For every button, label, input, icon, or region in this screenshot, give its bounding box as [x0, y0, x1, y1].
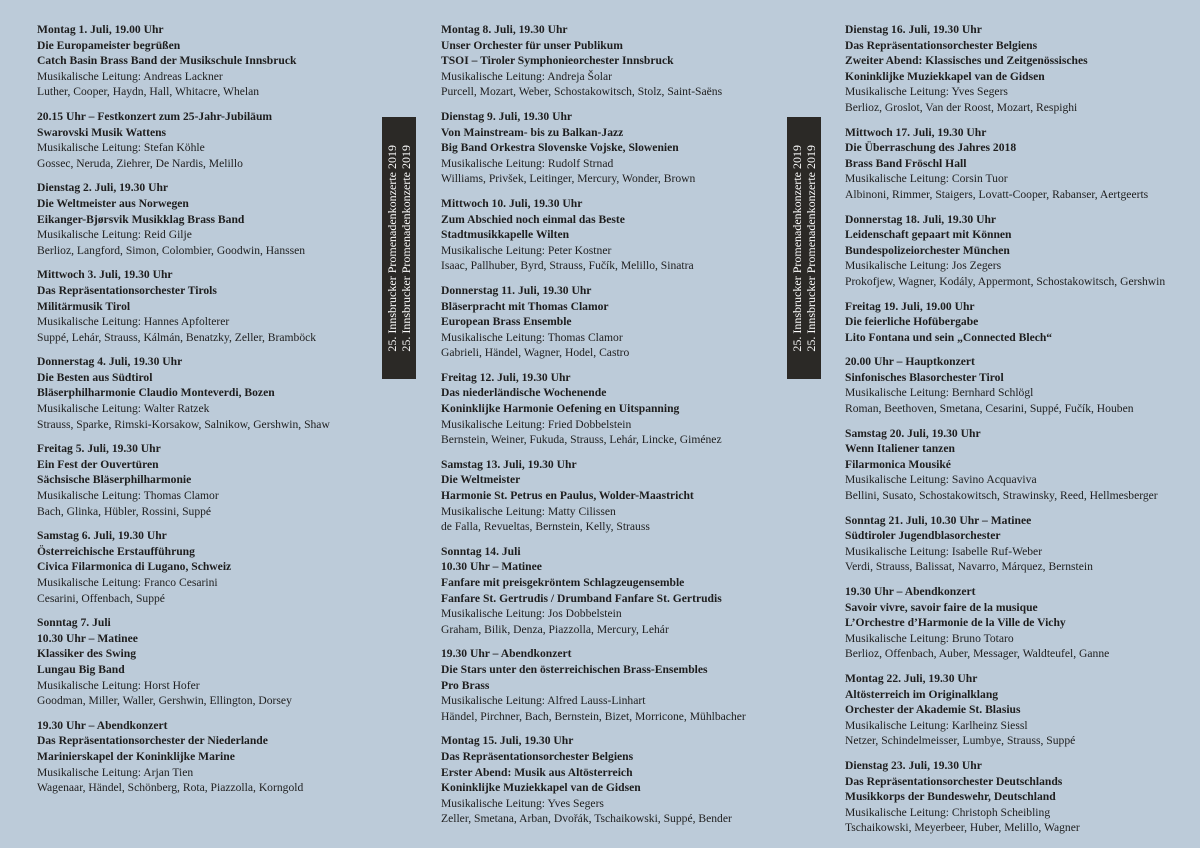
- entry-heading-line: Brass Band Fröschl Hall: [845, 156, 967, 170]
- entry-detail-line: Musikalische Leitung: Rudolf Strnad: [441, 156, 614, 170]
- entry-heading-line: Zum Abschied noch einmal das Beste: [441, 212, 625, 226]
- entry-detail-line: Williams, Privšek, Leitinger, Mercury, Wonder, Brown: [441, 172, 696, 186]
- entry-detail-line: Netzer, Schindelmeisser, Lumbye, Strauss, Suppé: [845, 734, 1076, 748]
- entry-heading-line: Klassiker des Swing: [37, 647, 136, 661]
- entry-heading-line: Österreichische Erstaufführung: [37, 544, 195, 558]
- entry-detail-line: Musikalische Leitung: Arjan Tien: [37, 765, 194, 779]
- entry-detail-line: Verdi, Strauss, Balissat, Navarro, Márquez, Bernstein: [845, 560, 1093, 574]
- entry-heading-line: Musikkorps der Bundeswehr, Deutschland: [845, 790, 1056, 804]
- entry-detail-line: Musikalische Leitung: Peter Kostner: [441, 243, 612, 257]
- concert-entry: [37, 22, 367, 100]
- entry-heading-line: Dienstag 16. Juli, 19.30 Uhr: [845, 23, 982, 36]
- entry-detail-line: Musikalische Leitung: Fried Dobbelstein: [441, 417, 632, 431]
- entry-detail-line: Gossec, Neruda, Ziehrer, De Nardis, Melillo: [37, 156, 243, 170]
- concert-entry: [845, 299, 1185, 346]
- entry-heading-line: Savoir vivre, savoir faire de la musique: [845, 600, 1038, 614]
- entry-detail-line: Musikalische Leitung: Jos Dobbelstein: [441, 607, 622, 621]
- entry-heading-line: Stadtmusikkapelle Wilten: [441, 228, 570, 242]
- concert-entry: [441, 196, 771, 274]
- entry-heading-line: 10.30 Uhr – Matinee: [37, 631, 138, 645]
- concert-entry: [441, 457, 771, 535]
- entry-detail-line: Graham, Bilik, Denza, Piazzolla, Mercury, Lehár: [441, 622, 669, 636]
- entry-heading-line: L’Orchestre d’Harmonie de la Ville de Vichy: [845, 616, 1066, 630]
- entry-detail-line: Bach, Glinka, Hübler, Rossini, Suppé: [37, 504, 212, 518]
- band-text-2b: 25. Innsbrucker Promenadenkonzerte 2019: [804, 144, 818, 352]
- entry-detail-line: Prokofjew, Wagner, Kodály, Appermont, Schostakowitsch, Gershwin: [845, 274, 1166, 288]
- concert-entry: [845, 125, 1185, 203]
- entry-heading-line: Eikanger-Bjørsvik Musikklag Brass Band: [37, 212, 245, 226]
- entry-detail-line: Isaac, Pallhuber, Byrd, Strauss, Fučík, Melillo, Sinatra: [441, 259, 694, 273]
- entry-heading-line: Freitag 12. Juli, 19.30 Uhr: [441, 370, 571, 384]
- entry-detail-line: Musikalische Leitung: Reid Gilje: [37, 228, 192, 242]
- concert-entry: [441, 544, 771, 638]
- entry-heading-line: Dienstag 9. Juli, 19.30 Uhr: [441, 109, 573, 123]
- entry-detail-line: Musikalische Leitung: Matty Cilissen: [441, 504, 616, 518]
- entry-heading-line: Fanfare St. Gertrudis / Drumband Fanfare St. Gertrudis: [441, 591, 722, 605]
- concert-entry: [37, 180, 367, 258]
- entry-detail-line: Albinoni, Rimmer, Staigers, Lovatt-Cooper, Rabanser, Aertgeerts: [845, 187, 1149, 201]
- entry-heading-line: Sonntag 21. Juli, 10.30 Uhr – Matinee: [845, 513, 1032, 527]
- entry-detail-line: Musikalische Leitung: Yves Segers: [845, 85, 1008, 99]
- entry-detail-line: Musikalische Leitung: Corsin Tuor: [845, 172, 1008, 186]
- concert-entry: [37, 441, 367, 519]
- entry-heading-line: Filarmonica Mousiké: [845, 457, 951, 471]
- entry-detail-line: Händel, Pirchner, Bach, Bernstein, Bizet, Morricone, Mühlbacher: [441, 709, 746, 723]
- entry-detail-line: Berlioz, Offenbach, Auber, Messager, Waldteufel, Ganne: [845, 647, 1110, 661]
- entry-detail-line: Musikalische Leitung: Karlheinz Siessl: [845, 718, 1028, 732]
- entry-heading-line: Militärmusik Tirol: [37, 299, 131, 313]
- program-column-3: [845, 22, 1185, 845]
- entry-detail-line: Musikalische Leitung: Thomas Clamor: [37, 489, 219, 503]
- entry-detail-line: Wagenaar, Händel, Schönberg, Rota, Piazzolla, Korngold: [37, 781, 304, 795]
- entry-heading-line: 19.30 Uhr – Abendkonzert: [441, 647, 572, 661]
- entry-detail-line: Musikalische Leitung: Franco Cesarini: [37, 576, 218, 589]
- entry-heading-line: 10.30 Uhr – Matinee: [441, 560, 542, 574]
- entry-heading-line: Südtiroler Jugendblasorchester: [845, 529, 1001, 543]
- entry-heading-line: Marinierskapel der Koninklijke Marine: [37, 749, 235, 763]
- side-band-1: [382, 117, 416, 379]
- entry-detail-line: Musikalische Leitung: Andreja Šolar: [441, 69, 612, 83]
- concert-entry: [441, 733, 771, 827]
- entry-detail-line: Musikalische Leitung: Christoph Scheibling: [845, 805, 1051, 819]
- entry-heading-line: Zweiter Abend: Klassisches und Zeitgenössisches: [845, 54, 1088, 68]
- entry-detail-line: Luther, Cooper, Haydn, Hall, Whitacre, Whelan: [37, 85, 260, 99]
- concert-entry: [37, 354, 367, 432]
- entry-detail-line: Zeller, Smetana, Arban, Dvořák, Tschaikowski, Suppé, Bender: [441, 812, 732, 826]
- entry-heading-line: Sächsische Bläserphilharmonie: [37, 473, 192, 487]
- entry-heading-line: Mittwoch 3. Juli, 19.30 Uhr: [37, 268, 173, 282]
- entry-heading-line: Sinfonisches Blasorchester Tirol: [845, 370, 1004, 384]
- entry-heading-line: Catch Basin Brass Band der Musikschule Innsbruck: [37, 54, 297, 68]
- entry-heading-line: Koninklijke Muziekkapel van de Gidsen: [845, 69, 1045, 83]
- entry-detail-line: Musikalische Leitung: Jos Zegers: [845, 259, 1002, 273]
- entry-heading-line: Orchester der Akademie St. Blasius: [845, 703, 1021, 717]
- entry-heading-line: Bläserphilharmonie Claudio Monteverdi, Bozen: [37, 386, 275, 400]
- entry-heading-line: Das Repräsentationsorchester Belgiens: [441, 749, 634, 763]
- entry-heading-line: Big Band Orkestra Slovenske Vojske, Slowenien: [441, 141, 679, 155]
- entry-detail-line: de Falla, Revueltas, Bernstein, Kelly, Strauss: [441, 520, 650, 534]
- band-text-1a: 25. Innsbrucker Promenadenkonzerte 2019: [385, 144, 399, 352]
- entry-detail-line: Musikalische Leitung: Walter Ratzek: [37, 402, 210, 416]
- entry-heading-line: Koninklijke Harmonie Oefening en Uitspanning: [441, 402, 680, 416]
- entry-heading-line: 19.30 Uhr – Abendkonzert: [845, 585, 976, 598]
- program-column-1: [37, 22, 367, 805]
- entry-heading-line: Bläserpracht mit Thomas Clamor: [441, 299, 609, 313]
- concert-entry: [37, 267, 367, 345]
- entry-detail-line: Musikalische Leitung: Alfred Lauss-Linhart: [441, 694, 646, 708]
- entry-heading-line: Ein Fest der Ouvertüren: [37, 457, 159, 471]
- entry-heading-line: Civica Filarmonica di Lugano, Schweiz: [37, 560, 232, 574]
- entry-detail-line: Musikalische Leitung: Thomas Clamor: [441, 330, 623, 344]
- entry-heading-line: Harmonie St. Petrus en Paulus, Wolder-Maastricht: [441, 489, 694, 503]
- entry-heading-line: Montag 1. Juli, 19.00 Uhr: [37, 23, 164, 36]
- concert-entry: [37, 615, 367, 709]
- entry-heading-line: Pro Brass: [441, 678, 490, 692]
- entry-heading-line: Donnerstag 11. Juli, 19.30 Uhr: [441, 283, 592, 297]
- concert-entry: [441, 22, 771, 100]
- entry-heading-line: Die Europameister begrüßen: [37, 38, 181, 52]
- entry-detail-line: Musikalische Leitung: Savino Acquaviva: [845, 473, 1037, 487]
- entry-heading-line: Fanfare mit preisgekröntem Schlagzeugensemble: [441, 576, 685, 589]
- entry-heading-line: Samstag 13. Juli, 19.30 Uhr: [441, 457, 577, 471]
- entry-heading-line: Die Stars unter den österreichischen Brass-Ensembles: [441, 662, 708, 676]
- concert-entry: [845, 22, 1185, 116]
- entry-detail-line: Strauss, Sparke, Rimski-Korsakow, Salnikow, Gershwin, Shaw: [37, 417, 330, 431]
- concert-entry: [845, 671, 1185, 749]
- concert-entry: [845, 513, 1185, 575]
- side-band-2: [787, 117, 821, 379]
- entry-heading-line: Montag 22. Juli, 19.30 Uhr: [845, 671, 978, 685]
- concert-entry: [845, 426, 1185, 504]
- entry-detail-line: Musikalische Leitung: Bernhard Schlögl: [845, 386, 1034, 400]
- entry-detail-line: Musikalische Leitung: Andreas Lackner: [37, 69, 223, 83]
- entry-heading-line: Das Repräsentationsorchester Deutschlands: [845, 774, 1063, 788]
- entry-heading-line: 20.15 Uhr – Festkonzert zum 25-Jahr-Jubiläum: [37, 109, 273, 123]
- entry-heading-line: Das Repräsentationsorchester Tirols: [37, 283, 217, 297]
- entry-heading-line: Koninklijke Muziekkapel van de Gidsen: [441, 781, 641, 795]
- concert-entry: [441, 646, 771, 724]
- entry-heading-line: Erster Abend: Musik aus Altösterreich: [441, 765, 633, 779]
- entry-heading-line: Die Weltmeister: [441, 473, 521, 487]
- concert-entry: [845, 584, 1185, 662]
- entry-detail-line: Berlioz, Groslot, Van der Roost, Mozart, Respighi: [845, 100, 1078, 114]
- entry-heading-line: Dienstag 23. Juli, 19.30 Uhr: [845, 758, 982, 772]
- entry-heading-line: Die Überraschung des Jahres 2018: [845, 141, 1017, 155]
- entry-detail-line: Tschaikowski, Meyerbeer, Huber, Melillo, Wagner: [845, 821, 1080, 835]
- entry-heading-line: Lito Fontana und sein „Connected Blech“: [845, 330, 1053, 344]
- entry-heading-line: Sonntag 14. Juli: [441, 544, 521, 558]
- concert-entry: [441, 283, 771, 361]
- entry-heading-line: 20.00 Uhr – Hauptkonzert: [845, 355, 975, 369]
- entry-heading-line: Unser Orchester für unser Publikum: [441, 38, 623, 52]
- entry-detail-line: Berlioz, Langford, Simon, Colombier, Goodwin, Hanssen: [37, 243, 306, 257]
- entry-heading-line: Samstag 20. Juli, 19.30 Uhr: [845, 426, 981, 440]
- entry-detail-line: Musikalische Leitung: Stefan Köhle: [37, 141, 205, 155]
- program-column-2: [441, 22, 771, 836]
- concert-entry: [441, 109, 771, 187]
- entry-detail-line: Suppé, Lehár, Strauss, Kálmán, Benatzky, Zeller, Bramböck: [37, 330, 317, 344]
- entry-heading-line: Die Weltmeister aus Norwegen: [37, 196, 189, 210]
- entry-heading-line: Montag 8. Juli, 19.30 Uhr: [441, 23, 568, 36]
- entry-detail-line: Musikalische Leitung: Horst Hofer: [37, 678, 200, 692]
- entry-heading-line: Freitag 19. Juli, 19.00 Uhr: [845, 299, 975, 313]
- concert-entry: [37, 718, 367, 796]
- entry-detail-line: Roman, Beethoven, Smetana, Cesarini, Suppé, Fučík, Houben: [845, 402, 1134, 416]
- entry-detail-line: Musikalische Leitung: Isabelle Ruf-Weber: [845, 544, 1043, 558]
- entry-heading-line: TSOI – Tiroler Symphonieorchester Innsbruck: [441, 54, 674, 68]
- entry-heading-line: European Brass Ensemble: [441, 315, 572, 329]
- entry-heading-line: Die feierliche Hofübergabe: [845, 315, 979, 329]
- entry-heading-line: Das Repräsentationsorchester der Niederlande: [37, 734, 268, 748]
- entry-heading-line: Swarovski Musik Wattens: [37, 125, 167, 139]
- entry-heading-line: Lungau Big Band: [37, 662, 125, 676]
- entry-heading-line: Freitag 5. Juli, 19.30 Uhr: [37, 442, 161, 456]
- entry-heading-line: Das Repräsentationsorchester Belgiens: [845, 38, 1038, 52]
- entry-detail-line: Musikalische Leitung: Bruno Totaro: [845, 631, 1014, 645]
- entry-heading-line: Donnerstag 18. Juli, 19.30 Uhr: [845, 212, 997, 226]
- entry-heading-line: Donnerstag 4. Juli, 19.30 Uhr: [37, 355, 183, 369]
- entry-detail-line: Purcell, Mozart, Weber, Schostakowitsch, Stolz, Saint-Saëns: [441, 85, 723, 99]
- entry-heading-line: Montag 15. Juli, 19.30 Uhr: [441, 734, 574, 748]
- concert-entry: [845, 354, 1185, 416]
- concert-entry: [37, 109, 367, 171]
- concert-entry: [845, 758, 1185, 836]
- entry-heading-line: Mittwoch 17. Juli, 19.30 Uhr: [845, 125, 987, 139]
- entry-detail-line: Musikalische Leitung: Yves Segers: [441, 796, 604, 810]
- band-text-2a: 25. Innsbrucker Promenadenkonzerte 2019: [790, 144, 804, 352]
- entry-detail-line: Gabrieli, Händel, Wagner, Hodel, Castro: [441, 346, 630, 360]
- band-text-1b: 25. Innsbrucker Promenadenkonzerte 2019: [399, 144, 413, 352]
- concert-entry: [845, 212, 1185, 290]
- entry-heading-line: Bundespolizeiorchester München: [845, 243, 1010, 257]
- entry-heading-line: Sonntag 7. Juli: [37, 616, 111, 630]
- entry-heading-line: Altösterreich im Originalklang: [845, 687, 999, 701]
- entry-detail-line: Cesarini, Offenbach, Suppé: [37, 591, 165, 605]
- entry-heading-line: Wenn Italiener tanzen: [845, 442, 955, 456]
- concert-entry: [37, 528, 367, 606]
- entry-detail-line: Goodman, Miller, Waller, Gershwin, Ellington, Dorsey: [37, 694, 292, 708]
- entry-heading-line: Dienstag 2. Juli, 19.30 Uhr: [37, 181, 169, 195]
- entry-heading-line: Das niederländische Wochenende: [441, 386, 607, 400]
- entry-heading-line: Leidenschaft gepaart mit Können: [845, 228, 1012, 242]
- entry-heading-line: 19.30 Uhr – Abendkonzert: [37, 718, 168, 732]
- entry-heading-line: Von Mainstream- bis zu Balkan-Jazz: [441, 125, 624, 139]
- entry-detail-line: Bernstein, Weiner, Fukuda, Strauss, Lehár, Lincke, Giménez: [441, 433, 722, 447]
- entry-heading-line: Die Besten aus Südtirol: [37, 370, 153, 384]
- entry-heading-line: Mittwoch 10. Juli, 19.30 Uhr: [441, 196, 583, 210]
- entry-detail-line: Bellini, Susato, Schostakowitsch, Strawinsky, Reed, Hellmesberger: [845, 489, 1158, 503]
- entry-detail-line: Musikalische Leitung: Hannes Apfolterer: [37, 315, 230, 329]
- concert-entry: [441, 370, 771, 448]
- entry-heading-line: Samstag 6. Juli, 19.30 Uhr: [37, 529, 167, 543]
